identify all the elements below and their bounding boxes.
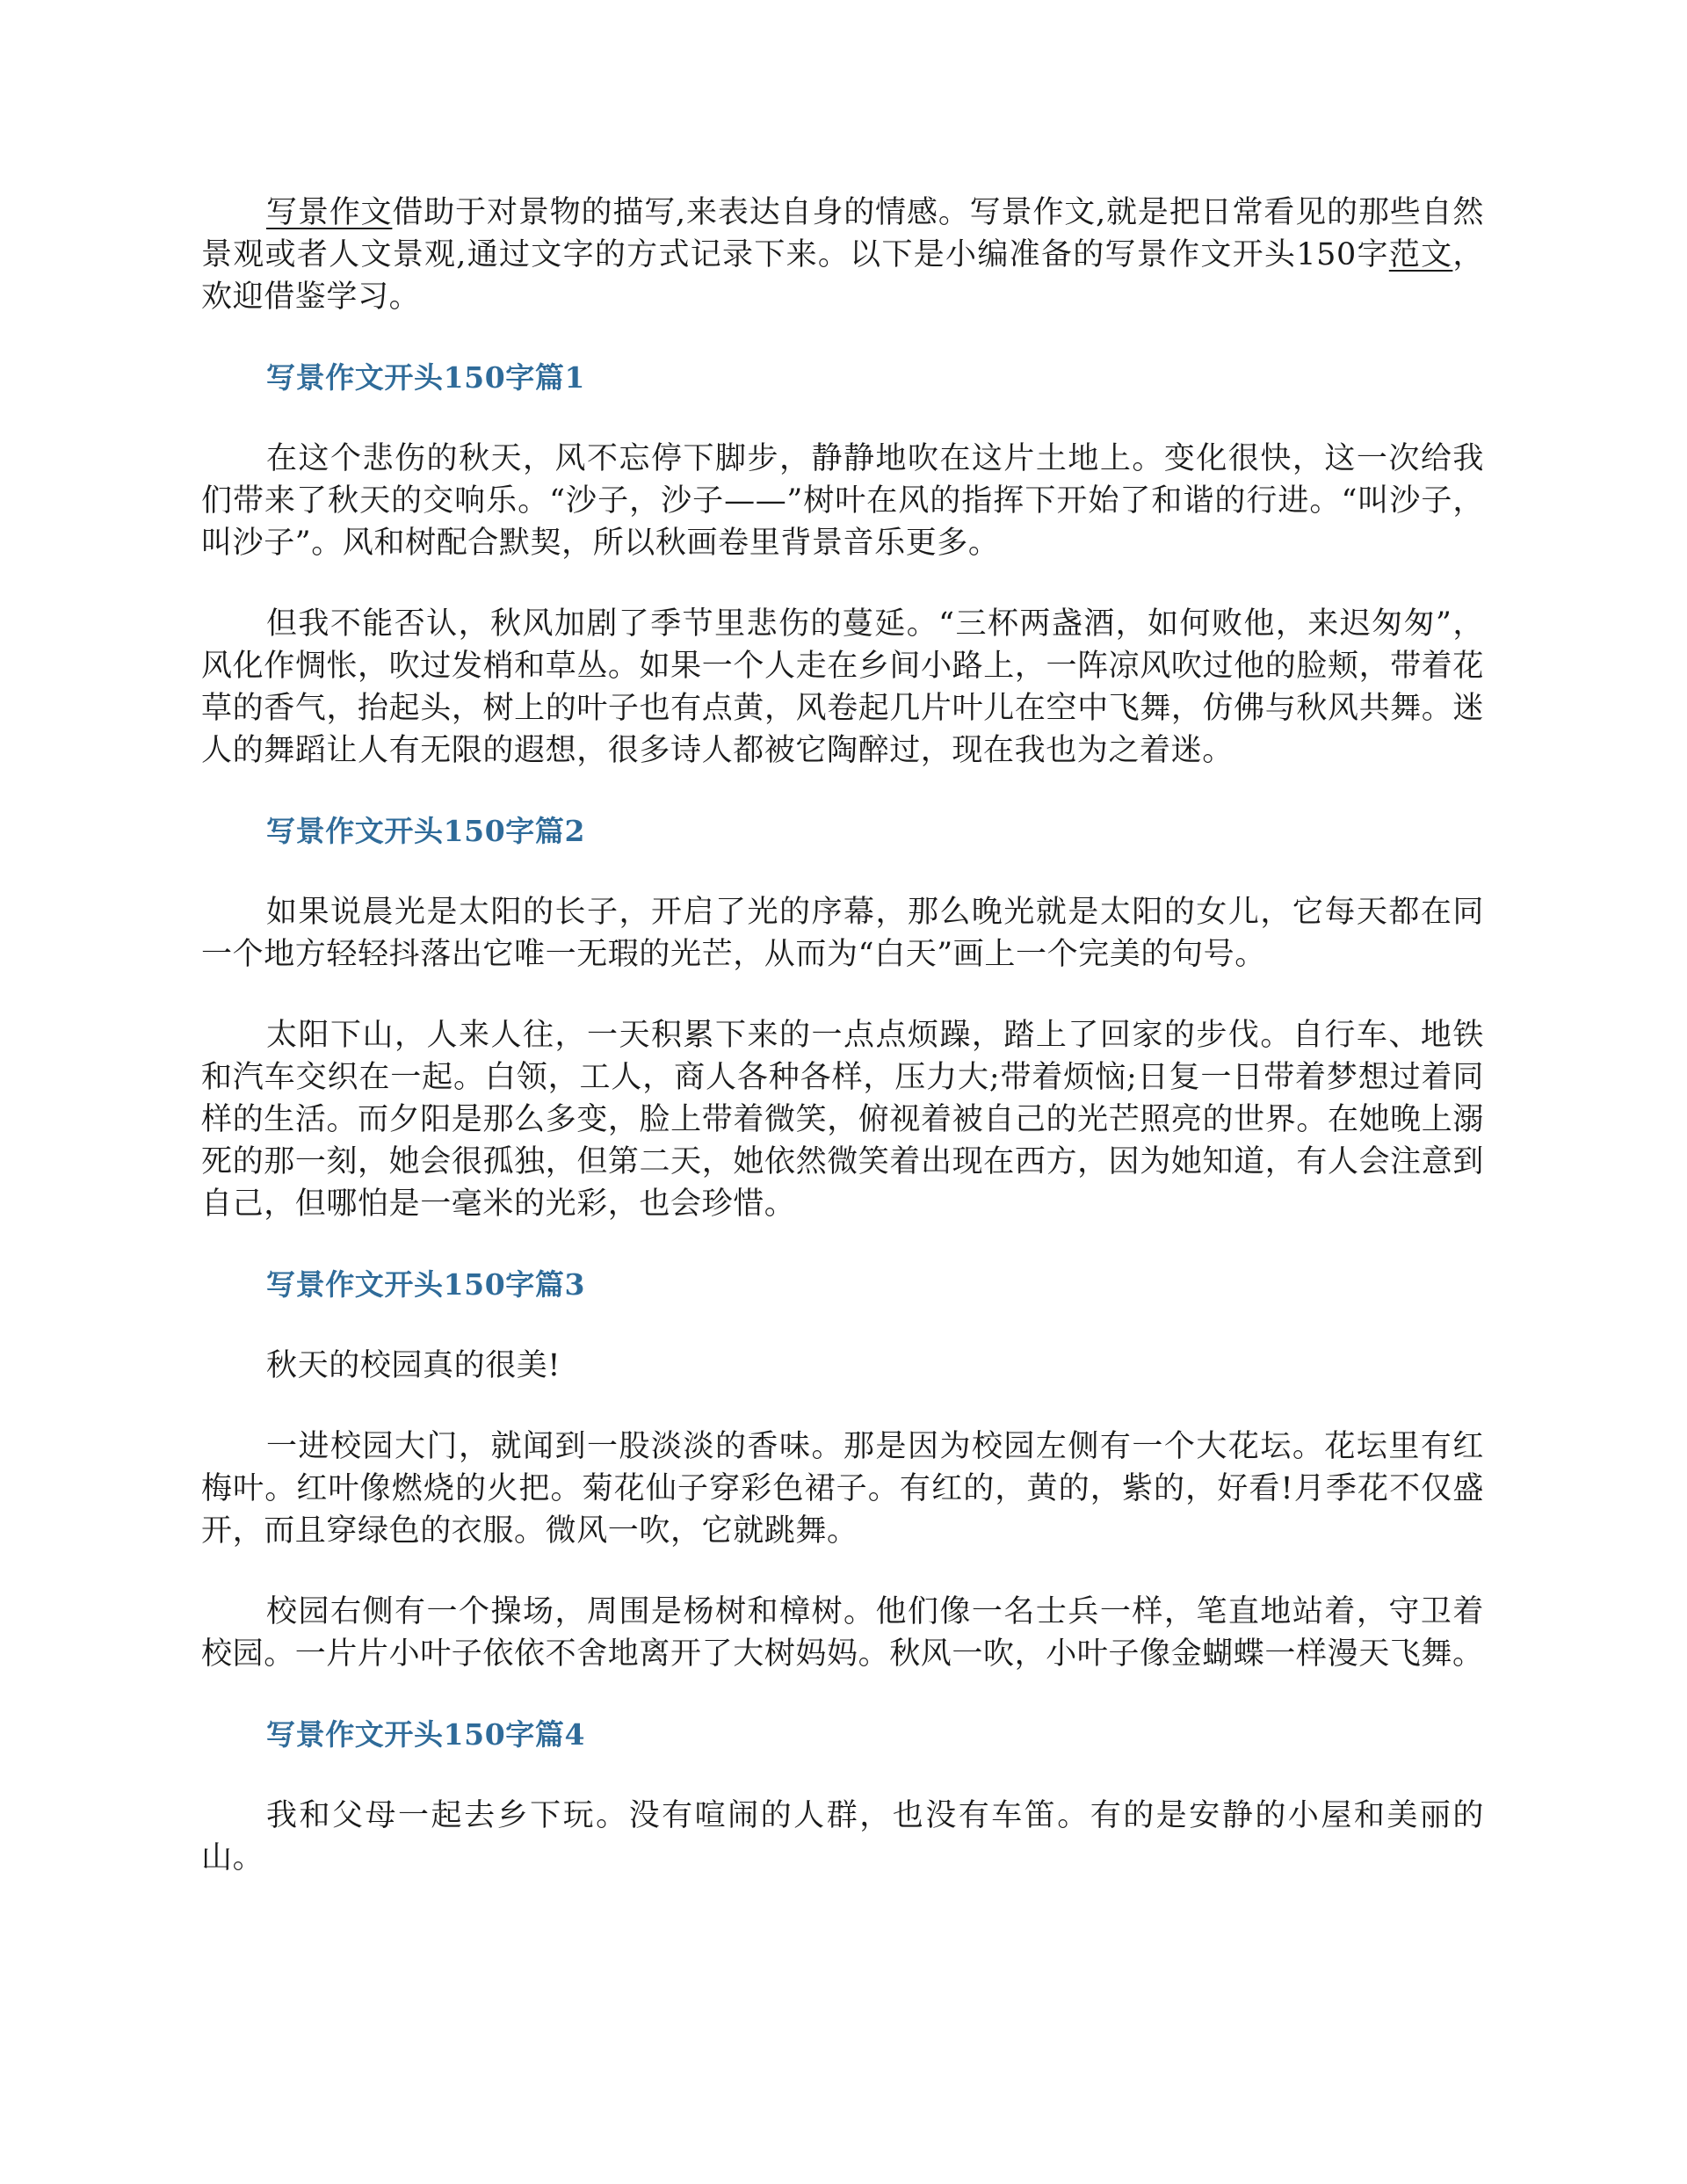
section-3-paragraph-2: 一进校园大门，就闻到一股淡淡的香味。那是因为校园左侧有一个大花坛。花坛里有红梅叶。红叶像燃烧的火把。菊花仙子穿彩色裙子。有红的，黄的，紫的，好看!月季花不仅盛开，而且穿绿色的衣服。微风一吹，它就跳舞。 [201,1429,1484,1549]
document-body [201,192,1484,1879]
section-1-paragraph-1: 在这个悲伤的秋天，风不忘停下脚步，静静地吹在这片土地上。变化很快，这一次给我们带来了秋天的交响乐。“沙子，沙子——”树叶在风的指挥下开始了和谐的行进。“叫沙子，叫沙子”。风和树配合默契，所以秋画卷里背景音乐更多。 [201,441,1484,561]
essay-link[interactable]: 写景作文 [266,195,393,230]
sample-link[interactable]: 范文 [1388,237,1453,272]
section-4-paragraph-1: 我和父母一起去乡下玩。没有喧闹的人群，也没有车笛。有的是安静的小屋和美丽的山。 [201,1798,1484,1876]
intro-text: 借助于对景物的描写,来表达自身的情感。写景作文,就是把日常看见的那些自然景观或者人文景观,通过文字的方式记录下来。以下是小编准备的写景作文开头150字 [201,195,1484,272]
section-heading-1: 写景作文开头150字篇1 [266,360,586,395]
section-3-paragraph-1: 秋天的校园真的很美! [266,1348,561,1383]
section-1-paragraph-2: 但我不能否认，秋风加剧了季节里悲伤的蔓延。“三杯两盏酒，如何败他，来迟匆匆”，风化作惆怅，吹过发梢和草丛。如果一个人走在乡间小路上，一阵凉风吹过他的脸颊，带着花草的香气，抬起头，树上的叶子也有点黄，风卷起几片叶儿在空中飞舞，仿佛与秋风共舞。迷人的舞蹈让人有无限的遐想，很多诗人都被它陶醉过，现在我也为之着迷。 [201,606,1484,768]
section-2-paragraph-1: 如果说晨光是太阳的长子，开启了光的序幕，那么晚光就是太阳的女儿，它每天都在同一个地方轻轻抖落出它唯一无瑕的光芒，从而为“白天”画上一个完美的句号。 [201,895,1484,972]
section-heading-2: 写景作文开头150字篇2 [266,814,586,848]
section-2-paragraph-2: 太阳下山，人来人往，一天积累下来的一点点烦躁，踏上了回家的步伐。自行车、地铁和汽车交织在一起。白领，工人，商人各种各样，压力大;带着烦恼;日复一日带着梦想过着同样的生活。而夕阳是那么多变，脸上带着微笑，俯视着被自己的光芒照亮的世界。在她晚上溺死的那一刻，她会很孤独，但第二天，她依然微笑着出现在西方，因为她知道，有人会注意到自己，但哪怕是一毫米的光彩，也会珍惜。 [201,1018,1484,1222]
section-heading-3: 写景作文开头150字篇3 [266,1267,586,1302]
section-heading-4: 写景作文开头150字篇4 [266,1717,586,1752]
intro-paragraph [201,192,1484,318]
intro-text-end: ，欢迎借鉴学习。 [201,237,1484,315]
section-3-paragraph-3: 校园右侧有一个操场，周围是杨树和樟树。他们像一名士兵一样，笔直地站着，守卫着校园。一片片小叶子依依不舍地离开了大树妈妈。秋风一吹，小叶子像金蝴蝶一样漫天飞舞。 [201,1594,1484,1672]
